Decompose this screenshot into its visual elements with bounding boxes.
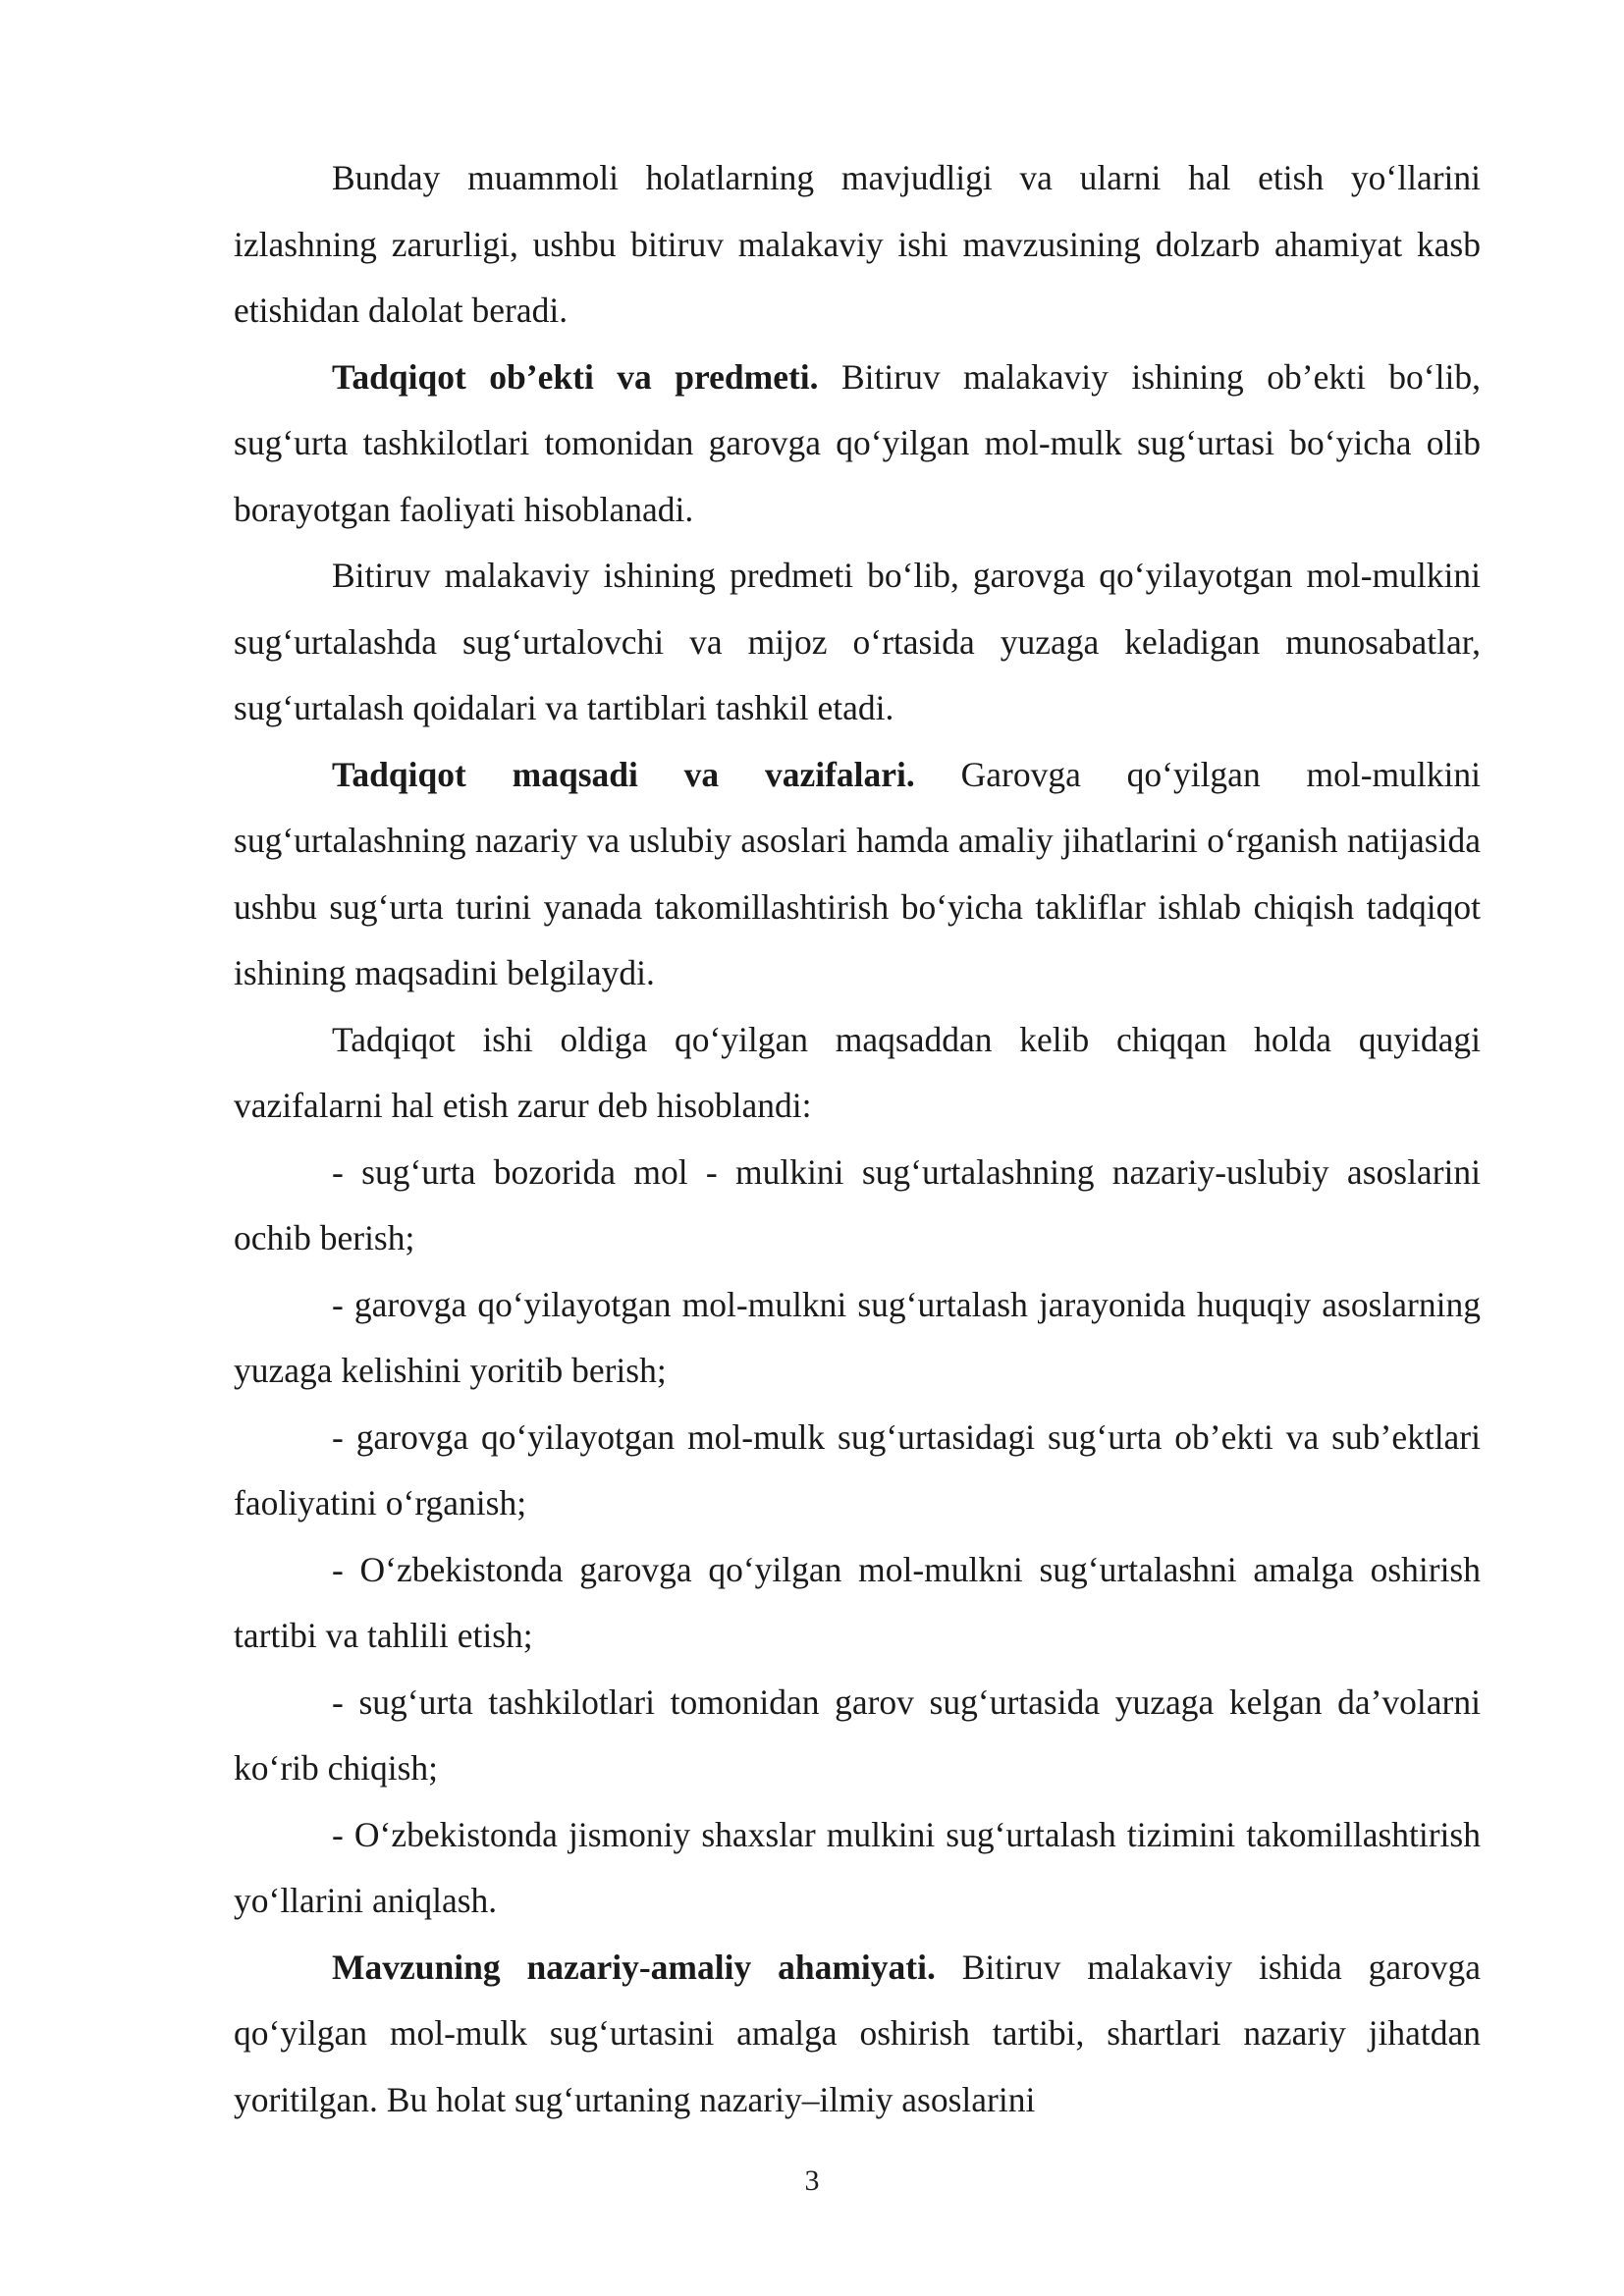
list-item-text: - O‘zbekistonda jismoniy shaxslar mulkini sug‘urtalash tizimini takomillashtirish yo‘llarini aniqlash. <box>234 1814 1481 1920</box>
paragraph-tasks-intro <box>234 1007 1481 1140</box>
list-item-text: - garovga qo‘yilayotgan mol-mulkni sug‘urtalash jarayonida huquqiy asoslarning yuzaga kelishini yoritib berish; <box>234 1284 1481 1390</box>
list-item <box>234 1537 1481 1670</box>
paragraph-heading: Tadqiqot ob’ekti va predmeti. <box>332 356 819 397</box>
paragraph-aims-tasks <box>234 742 1481 1007</box>
paragraph-text: Garovga qo‘yilgan mol-mulkini sug‘urtalashning nazariy va uslubiy asoslari hamda amaliy jihatlarini o‘rganish natijasida ushbu sug‘urta turini yanada takomillashtirish bo‘yicha takliflar ishlab chiqish tadqiqot ishining maqsadini belgilaydi. <box>234 754 1481 992</box>
list-item-text: - garovga qo‘yilayotgan mol-mulk sug‘urtasidagi sug‘urta ob’ekti va sub’ektlari faoliyatini o‘rganish; <box>234 1416 1481 1522</box>
paragraph-heading: Mavzuning nazariy-amaliy ahamiyati. <box>332 1947 936 1987</box>
list-item <box>234 1670 1481 1802</box>
paragraph-heading: Tadqiqot maqsadi va vazifalari. <box>332 754 915 794</box>
paragraph-subject <box>234 543 1481 742</box>
paragraph-text: Bitiruv malakaviy ishining ob’ekti bo‘lib, sug‘urta tashkilotlari tomonidan garovga qo‘yilgan mol-mulk sug‘urtasi bo‘yicha olib borayotgan faoliyati hisoblanadi. <box>234 356 1481 529</box>
paragraph-significance <box>234 1935 1481 2134</box>
paragraph-object-subject <box>234 345 1481 544</box>
paragraph-text: Bunday muammoli holatlarning mavjudligi va ularni hal etish yo‘llarini izlashning zarurligi, ushbu bitiruv malakaviy ishi mavzusining dolzarb ahamiyat kasb etishidan dalolat beradi. <box>234 158 1481 330</box>
list-item <box>234 1140 1481 1272</box>
list-item <box>234 1802 1481 1935</box>
page-body <box>234 145 1481 2133</box>
page-number: 3 <box>804 2164 820 2197</box>
list-item-text: - sug‘urta bozorida mol - mulkini sug‘urtalashning nazariy-uslubiy asoslarini ochib berish; <box>234 1151 1481 1257</box>
paragraph-text: Tadqiqot ishi oldiga qo‘yilgan maqsaddan kelib chiqqan holda quyidagi vazifalarni hal etish zarur deb hisoblandi: <box>234 1019 1481 1125</box>
list-item-text: - O‘zbekistonda garovga qo‘yilgan mol-mulkni sug‘urtalashni amalga oshirish tartibi va tahlili etish; <box>234 1549 1481 1655</box>
paragraph-intro <box>234 145 1481 345</box>
list-item <box>234 1272 1481 1405</box>
list-item <box>234 1405 1481 1537</box>
list-item-text: - sug‘urta tashkilotlari tomonidan garov sug‘urtasida yuzaga kelgan da’volarni ko‘rib chiqish; <box>234 1682 1481 1788</box>
paragraph-text: Bitiruv malakaviy ishida garovga qo‘yilgan mol-mulk sug‘urtasini amalga oshirish tartibi, shartlari nazariy jihatdan yoritilgan. Bu holat sug‘urtaning nazariy–ilmiy asoslarini <box>234 1947 1481 2119</box>
paragraph-text: Bitiruv malakaviy ishining predmeti bo‘lib, garovga qo‘yilayotgan mol-mulkini sug‘urtalashda sug‘urtalovchi va mijoz o‘rtasida yuzaga keladigan munosabatlar, sug‘urtalash qoidalari va tartiblari tashkil etadi. <box>234 556 1481 727</box>
